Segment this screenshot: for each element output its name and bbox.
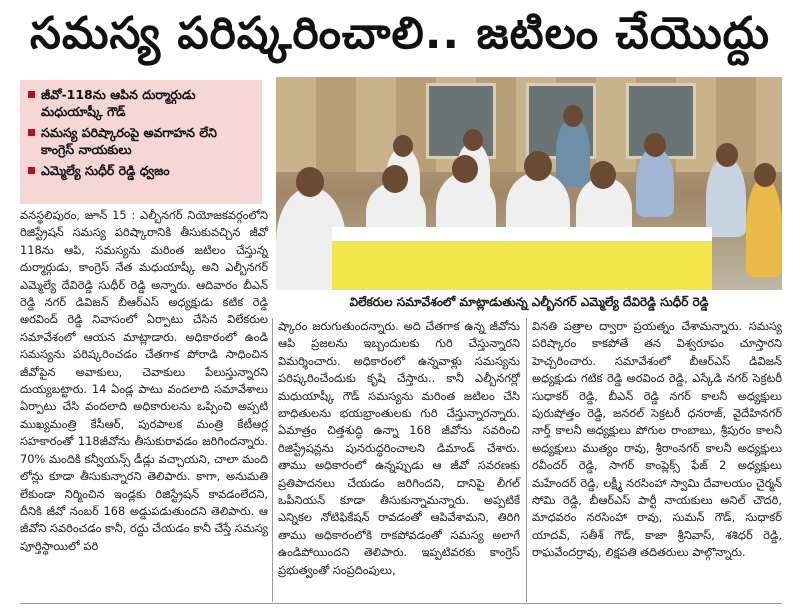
photo-person	[636, 147, 674, 217]
photo-person-head	[524, 151, 552, 181]
article-column-2: ష్కారం జరుగుతుందన్నారు. అది చేతగాక ఉన్న జీవోను ఆపి ప్రజలను ఇబ్బందులకు గురి చేస్తున్నారని విమర్శించారు. అధికారంలో ఉన్నవాళ్లు సమస్యను పరిష్కరించేందుకు కృషి చేస్తారు.. కానీ ఎల్బీనగర్లో మధుయాష్కీ గౌడ్ సమస్యను మరింత జటిలం చేసి బాధితులను భయభ్రాంతులకు గురి చేస్తున్నారన్నారు. ఏమాత్రం చిత్తశుద్ధి ఉన్నా 168 జీవోను సవరించి రిజిస్ట్రేషన్లను పునరుద్ధరించాలని డిమాండ్ చేశారు. తాము అధికారంలో ఉన్నప్పుడు ఆ జీవో సవరణకు ప్రతిపాదనలు చేయడం జరిగిందని, దానిపై లీగల్ ఒపీనియన్ కూడా తీసుకున్నామన్నారు. అప్పటికే ఎన్నికల నోటిఫికేషన్ రావడంతో ఆపివేశామని, తిరిగి తాము అధికారంలోకి రాకపోవడంతో సమస్య అలాగే ఉండిపోయిందని తెలిపారు. ఇప్పటివరకు కాంగ్రెస్ ప్రభుత్వంతో సంప్రదింపులు,	[278, 319, 520, 577]
photo-person-head	[463, 129, 483, 151]
photo-person-head	[563, 105, 583, 127]
photo-person-head	[393, 135, 413, 157]
photo-person-head	[754, 163, 776, 187]
article-column-3: వినతి పత్రాల ద్వారా ప్రయత్నం చేశామన్నారు. సమస్య పరిష్కారం కాకపోతే తన విశ్వరూపం చూస్తారని హెచ్చరించారు. సమావేశంలో బీఆర్ఎస్ డివిజన్ అధ్యక్షుడు గటిక రెడ్డి అరవింద రెడ్డి, ఎస్కేడి నగర్ సెక్రటరీ సుధాకర్ రెడ్డి, బీఎన్ రెడ్డి నగర్ కాలనీ అధ్యక్షులు పురుషోత్తం రెడ్డి, జనరల్ సెక్రటరీ ధనరాజ్, వైదేహినగర్ నార్త్ కాలనీ అధ్యక్షులు పోగుల రాంబాబు, శ్రీపురం కాలనీ అధ్యక్షులు ముత్యం రావు, శ్రీరాంనగర్ కాలనీ అధ్యక్షులు రవీందర్ రెడ్డి, సాగర్ కాంప్లెక్స్ ఫేజ్ 2 అధ్యక్షులు మహేందర్ రెడ్డి, లక్ష్మీ నరసింహా స్వామి దేవాలయం చైర్మన్ సోమి రెడ్డి, బీఆర్ఎస్ పార్టీ నాయకులు అనిల్ చౌదరి, మాధవరం నరసింహా రావు, సుమన్ గౌడ్, సుధాకర్ యాదవ్, సతీశ్ గౌడ్, కాజా శ్రీనివాస్, శశిధర్ రెడ్డి, రాఘవేందర్రావు, లిక్షపతి తదితరులు పాల్గొన్నారు.	[532, 319, 782, 560]
column-divider	[272, 318, 273, 602]
photo-person	[746, 177, 782, 277]
article-column-1: వనస్థలిపురం, జూన్ 15 : ఎల్బీనగర్ నియోజకవర్గంలోని రిజిస్ట్రేషన్ సమస్య పరిష్కారానికి తీసుకువచ్చిన జీవో 118ను ఆపి, సమస్యను మరింత జటిలం చేస్తున్న దుర్మార్గుడు, కాంగ్రెస్ నేత మధుయాష్కీ అని ఎల్బీనగర్ ఎమ్మెల్యే దేవిరెడ్డి సుధీర్ రెడ్డి అన్నారు. ఆదివారం బీఎన్ రెడ్డి నగర్ డివిజన్ బీఆర్ఎస్ అధ్యక్షుడు కటిక రెడ్డి అరవింద్ రెడ్డి నివాసంలో ఏర్పాటు చేసిన విలేకరుల సమావేశంలో ఆయన మాట్లాడారు. అధికారంలో ఉండి సమస్యను పరిష్కరించడం చేతగాక పోరాడి సాధించిన జీవోపైన అవాకులు, చెవాకులు పేలుస్తున్నారని దుయ్యబట్టారు. 14 ఏండ్ల పాటు వందలాది సమావేశాలు ఏర్పాటు చేసి వందలాది అధికారులను ఒప్పించి అప్పటి ముఖ్యమంత్రి కేసీఆర్, పురపాలక మంత్రి కేటీఆర్ల సహకారంతో 118జీవోను తీసుకురావడం జరిగిందన్నారు. 70% మందికి కన్వీయన్స్ డీడ్లు వచ్చాయని, చాలా మంది లోన్లు కూడా తీసుకున్నారని తెలిపారు. కాగా, అనుమతి లేకుండా నిర్మించిన ఇండ్లకు రిజిస్ట్రేషన్ కావడంలేదని, దీనికి జీవో నంబర్ 168 అడ్డుపడుతుందని తెలిపారు. ఆ జీవోని సవరించడం కానీ, రద్దు చేయడం కానీ చేస్తే సమస్య పూర్తిస్థాయిలో పరి	[20, 208, 268, 553]
column-divider	[526, 318, 527, 602]
photo-person-head	[382, 165, 408, 193]
photo-table	[332, 227, 712, 290]
photo-person-head	[296, 167, 324, 197]
photo-person-head	[716, 143, 738, 167]
square-bullet-icon	[28, 167, 35, 174]
photo-caption: విలేకరుల సమావేశంలో మాట్లాడుతున్న ఎల్బీనగర్ ఎమ్మెల్యే దేవిరెడ్డి సుధీర్ రెడ్డి	[349, 295, 709, 309]
headline: సమస్య పరిష్కరించాలి.. జటిలం చేయొద్దు	[30, 8, 770, 59]
highlight-item	[28, 124, 254, 158]
square-bullet-icon	[28, 129, 35, 136]
photo-person	[556, 117, 590, 187]
press-meet-photo	[276, 77, 782, 290]
photo-person-head	[590, 161, 616, 189]
photo-person-head	[644, 133, 666, 157]
highlight-text: సమస్య పరిష్కారంపై అవగాహన లేని కాంగ్రెస్ నాయకులు	[41, 125, 217, 157]
photo-person	[706, 157, 746, 237]
bottom-rule	[20, 603, 782, 604]
photo-window	[426, 83, 496, 159]
square-bullet-icon	[28, 91, 35, 98]
highlight-text: జీవో-118ను ఆపిన దుర్మార్గుడు మధుయాష్కీ గౌడ్	[41, 87, 196, 119]
highlight-item	[28, 162, 254, 179]
highlight-text: ఎమ్మెల్యే సుధీర్ రెడ్డి ధ్వజం	[41, 163, 170, 178]
highlights-box	[20, 80, 262, 204]
highlight-item	[28, 86, 254, 120]
photo-person-head	[452, 155, 478, 183]
